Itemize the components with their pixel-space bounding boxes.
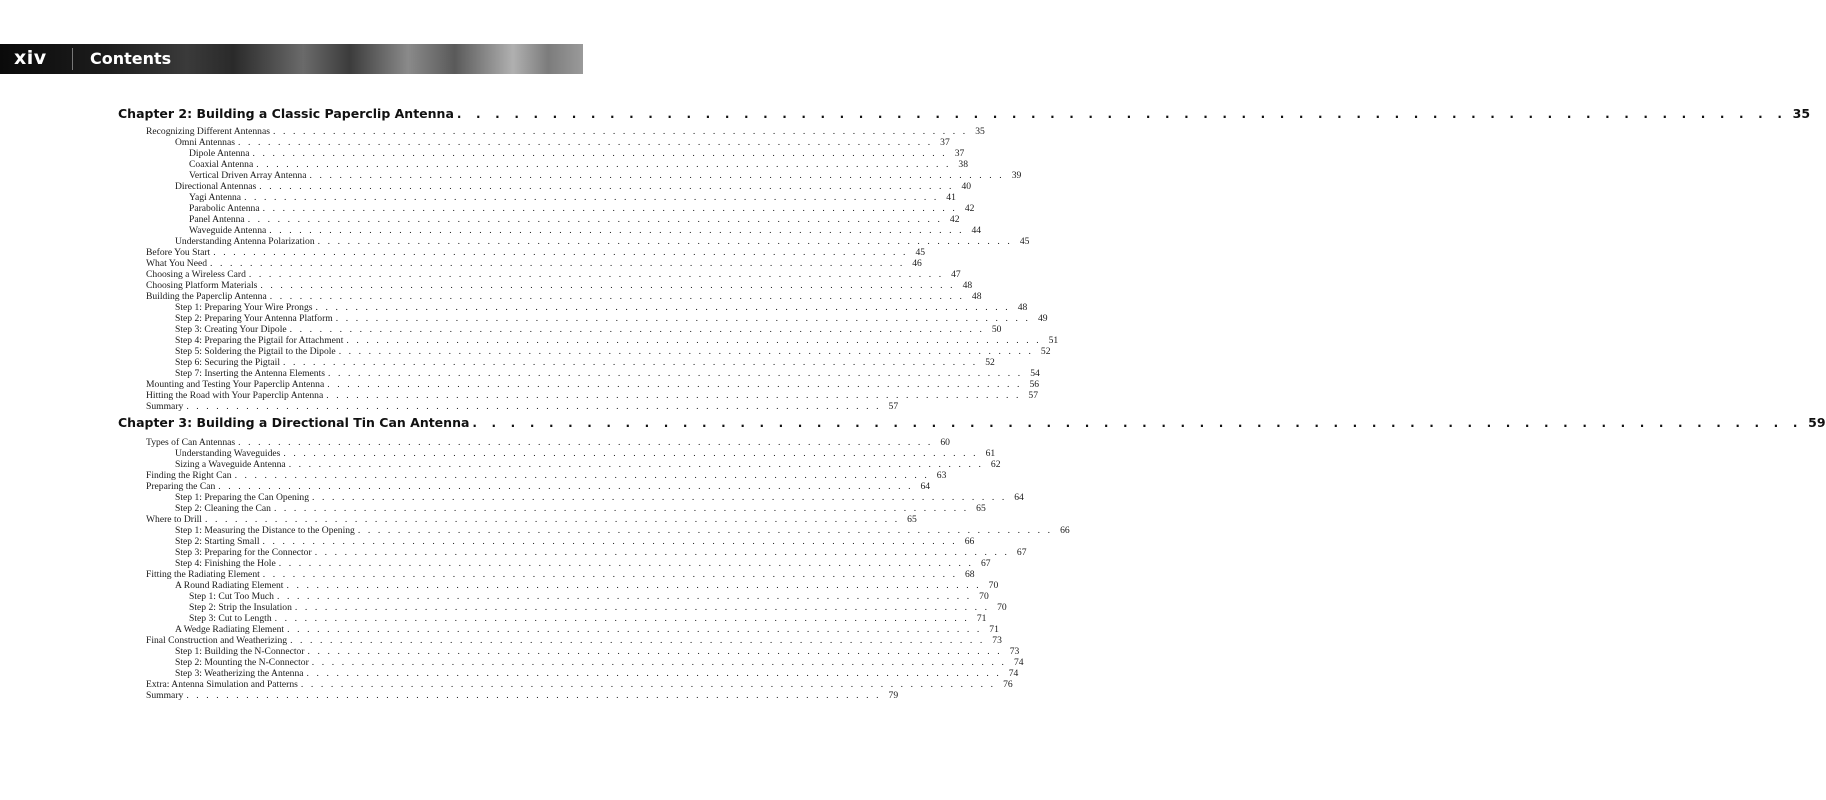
chapter-title: Chapter 2: Building a Classic Paperclip Antenna <box>118 106 454 121</box>
toc-entry[interactable] <box>189 613 987 624</box>
entry-page: 37 <box>954 148 965 159</box>
entry-page: 56 <box>1029 379 1040 390</box>
toc-entry[interactable] <box>146 401 899 412</box>
entry-title: Step 3: Creating Your Dipole <box>175 324 287 335</box>
entry-page: 46 <box>912 258 922 269</box>
dot-leader: . . . . . . . . . . . . . . . . . . . . . . . . . . . . . . . . . . . . . . . . . . . . . . . . . . . . . . . . . . . . . . . . . . . . . . <box>260 280 956 291</box>
entry-title: Types of Can Antennas <box>146 437 236 448</box>
toc-entry[interactable] <box>146 514 917 525</box>
dot-leader: . . . . . . . . . . . . . . . . . . . . . . . . . . . . . . . . . . . . . . . . . . . . . . . . . . . . . . . . . . . . . . . . . . . . . . <box>283 357 978 368</box>
toc-entry[interactable] <box>146 258 922 269</box>
dot-leader: . . . . . . . . . . . . . . . . . . . . . . . . . . . . . . . . . . . . . . . . . . . . . . . . . . . . . . . . . . . . . . . . . . . . . . <box>278 558 974 569</box>
entry-page: 66 <box>1060 525 1070 536</box>
entry-title: Step 2: Starting Small <box>175 536 260 547</box>
toc-entry[interactable] <box>175 335 1059 346</box>
toc-entry[interactable] <box>175 181 972 192</box>
chapter-page: 35 <box>1792 106 1811 121</box>
dot-leader: . . . . . . . . . . . . . . . . . . . . . . . . . . . . . . . . . . . . . . . . . . . . . . . . . . . . . . . . . . . . . . . . . . . . . . <box>472 416 1803 430</box>
entry-title: Step 1: Preparing Your Wire Prongs <box>175 302 313 313</box>
header-divider <box>72 48 73 70</box>
toc-entry[interactable] <box>189 148 965 159</box>
page-number: xiv <box>14 47 47 69</box>
entry-title: Step 2: Preparing Your Antenna Platform <box>175 313 333 324</box>
dot-leader: . . . . . . . . . . . . . . . . . . . . . . . . . . . . . . . . . . . . . . . . . . . . . . . . . . . . . . . . . . . . . . . . . . . . . . <box>326 390 1021 401</box>
entry-title: Where to Drill <box>146 514 202 525</box>
entry-title: Step 1: Cut Too Much <box>189 591 274 602</box>
dot-leader: . . . . . . . . . . . . . . . . . . . . . . . . . . . . . . . . . . . . . . . . . . . . . . . . . . . . . . . . . . . . . . . . . . . . . . <box>357 525 1053 536</box>
entry-page: 64 <box>1014 492 1024 503</box>
entry-page: 60 <box>940 437 950 448</box>
toc-entry[interactable] <box>175 357 995 368</box>
toc-entry[interactable] <box>146 481 931 492</box>
entry-title: Fitting the Radiating Element <box>146 569 260 580</box>
dot-leader: . . . . . . . . . . . . . . . . . . . . . . . . . . . . . . . . . . . . . . . . . . . . . . . . . . . . . . . . . . . . . . . . . . . . . . <box>327 379 1023 390</box>
entry-page: 52 <box>985 357 995 368</box>
dot-leader: . . . . . . . . . . . . . . . . . . . . . . . . . . . . . . . . . . . . . . . . . . . . . . . . . . . . . . . . . . . . . . . . . . . . . . <box>269 225 965 236</box>
toc-entry[interactable] <box>175 657 1024 668</box>
dot-leader: . . . . . . . . . . . . . . . . . . . . . . . . . . . . . . . . . . . . . . . . . . . . . . . . . . . . . . . . . . . . . . . . . . . . . . <box>213 247 909 258</box>
entry-page: 76 <box>1003 679 1013 690</box>
chapter-title: Chapter 3: Building a Directional Tin Can Antenna <box>118 415 470 430</box>
entry-title: Panel Antenna <box>189 214 245 225</box>
entry-page: 70 <box>979 591 989 602</box>
entry-title: Mounting and Testing Your Paperclip Antenna <box>146 379 325 390</box>
dot-leader: . . . . . . . . . . . . . . . . . . . . . . . . . . . . . . . . . . . . . . . . . . . . . . . . . . . . . . . . . . . . . . . . . . . . . . <box>210 258 905 269</box>
entry-title: A Wedge Radiating Element <box>175 624 285 635</box>
chapter-page: 59 <box>1808 415 1826 430</box>
entry-page: 52 <box>1040 346 1051 357</box>
dot-leader: . . . . . . . . . . . . . . . . . . . . . . . . . . . . . . . . . . . . . . . . . . . . . . . . . . . . . . . . . . . . . . . . . . . . . . <box>244 192 939 203</box>
entry-page: 68 <box>964 569 975 580</box>
entry-page: 61 <box>985 448 996 459</box>
entry-title: Summary <box>146 401 184 412</box>
entry-page: 35 <box>975 126 985 137</box>
entry-page: 48 <box>971 291 982 302</box>
dot-leader: . . . . . . . . . . . . . . . . . . . . . . . . . . . . . . . . . . . . . . . . . . . . . . . . . . . . . . . . . . . . . . . . . . . . . . <box>248 269 944 280</box>
dot-leader: . . . . . . . . . . . . . . . . . . . . . . . . . . . . . . . . . . . . . . . . . . . . . . . . . . . . . . . . . . . . . . . . . . . . . . <box>346 335 1042 346</box>
entry-title: Vertical Driven Array Antenna <box>189 170 307 181</box>
entry-title: Finding the Right Can <box>146 470 232 481</box>
entry-page: 38 <box>958 159 969 170</box>
entry-title: Step 2: Mounting the N-Connector <box>175 657 309 668</box>
entry-title: Step 3: Cut to Length <box>189 613 272 624</box>
toc-entry[interactable] <box>146 247 926 258</box>
toc-entry[interactable] <box>189 225 982 236</box>
dot-leader: . . . . . . . . . . . . . . . . . . . . . . . . . . . . . . . . . . . . . . . . . . . . . . . . . . . . . . . . . . . . . . . . . . . . . . <box>315 302 1011 313</box>
toc-entry[interactable] <box>175 448 996 459</box>
entry-page: 57 <box>888 401 899 412</box>
toc-entry[interactable] <box>189 203 975 214</box>
toc-entry[interactable] <box>189 214 960 225</box>
dot-leader: . . . . . . . . . . . . . . . . . . . . . . . . . . . . . . . . . . . . . . . . . . . . . . . . . . . . . . . . . . . . . . . . . . . . . . <box>186 690 882 701</box>
toc-entry[interactable] <box>189 602 1007 613</box>
entry-page: 51 <box>1048 335 1059 346</box>
entry-title: Parabolic Antenna <box>189 203 260 214</box>
toc-entry[interactable] <box>146 679 1013 690</box>
entry-title: Choosing a Wireless Card <box>146 269 246 280</box>
entry-title: Final Construction and Weatherizing <box>146 635 288 646</box>
toc-entry[interactable] <box>146 379 1040 390</box>
entry-title: What You Need <box>146 258 208 269</box>
dot-leader: . . . . . . . . . . . . . . . . . . . . . . . . . . . . . . . . . . . . . . . . . . . . . . . . . . . . . . . . . . . . . . . . . . . . . . <box>252 148 948 159</box>
entry-page: 70 <box>997 602 1007 613</box>
entry-page: 66 <box>964 536 975 547</box>
entry-page: 48 <box>1017 302 1028 313</box>
toc-entry[interactable] <box>175 558 991 569</box>
entry-page: 79 <box>888 690 899 701</box>
entry-title: Recognizing Different Antennas <box>146 126 270 137</box>
dot-leader: . . . . . . . . . . . . . . . . . . . . . . . . . . . . . . . . . . . . . . . . . . . . . . . . . . . . . . . . . . . . . . . . . . . . . . <box>288 459 984 470</box>
toc-entry[interactable] <box>175 525 1070 536</box>
dot-leader: . . . . . . . . . . . . . . . . . . . . . . . . . . . . . . . . . . . . . . . . . . . . . . . . . . . . . . . . . . . . . . . . . . . . . . <box>204 514 900 525</box>
toc-entry[interactable] <box>146 569 975 580</box>
dot-leader: . . . . . . . . . . . . . . . . . . . . . . . . . . . . . . . . . . . . . . . . . . . . . . . . . . . . . . . . . . . . . . . . . . . . . . <box>309 170 1005 181</box>
toc-entry[interactable] <box>175 313 1048 324</box>
entry-page: 67 <box>980 558 991 569</box>
entry-title: Preparing the Can <box>146 481 216 492</box>
dot-leader: . . . . . . . . . . . . . . . . . . . . . . . . . . . . . . . . . . . . . . . . . . . . . . . . . . . . . . . . . . . . . . . . . . . . . . <box>307 646 1003 657</box>
entry-title: Building the Paperclip Antenna <box>146 291 267 302</box>
dot-leader: . . . . . . . . . . . . . . . . . . . . . . . . . . . . . . . . . . . . . . . . . . . . . . . . . . . . . . . . . . . . . . . . . . . . . . <box>314 547 1010 558</box>
entry-page: 74 <box>1013 657 1024 668</box>
toc-entry[interactable] <box>175 503 986 514</box>
entry-page: 40 <box>961 181 972 192</box>
entry-title: Step 3: Preparing for the Connector <box>175 547 312 558</box>
dot-leader: . . . . . . . . . . . . . . . . . . . . . . . . . . . . . . . . . . . . . . . . . . . . . . . . . . . . . . . . . . . . . . . . . . . . . . <box>262 569 958 580</box>
entry-title: Step 1: Measuring the Distance to the Opening <box>175 525 355 536</box>
entry-title: Yagi Antenna <box>189 192 242 203</box>
entry-page: 71 <box>989 624 999 635</box>
toc-entry[interactable] <box>189 170 1022 181</box>
toc-entry[interactable] <box>146 269 961 280</box>
toc-entry[interactable] <box>175 646 1020 657</box>
entry-page: 57 <box>1028 390 1038 401</box>
toc-chapter-2[interactable] <box>118 106 1811 126</box>
entry-title: Dipole Antenna <box>189 148 250 159</box>
entry-title: Understanding Waveguides <box>175 448 281 459</box>
toc-entry[interactable] <box>175 346 1051 357</box>
toc-entry[interactable] <box>175 459 1001 470</box>
dot-leader: . . . . . . . . . . . . . . . . . . . . . . . . . . . . . . . . . . . . . . . . . . . . . . . . . . . . . . . . . . . . . . . . . . . . . . <box>286 580 982 591</box>
entry-page: 62 <box>990 459 1001 470</box>
entry-title: Step 4: Preparing the Pigtail for Attachment <box>175 335 344 346</box>
toc-entry[interactable] <box>189 192 956 203</box>
entry-title: Step 3: Weatherizing the Antenna <box>175 668 304 679</box>
toc-chapter-3[interactable] <box>118 415 1826 435</box>
entry-title: Step 2: Cleaning the Can <box>175 503 271 514</box>
entry-page: 54 <box>1030 368 1040 379</box>
entry-title: Directional Antennas <box>175 181 257 192</box>
toc-entry[interactable] <box>175 368 1040 379</box>
entry-title: Summary <box>146 690 184 701</box>
toc-entry[interactable] <box>175 668 1019 679</box>
toc-entry[interactable] <box>175 580 999 591</box>
dot-leader: . . . . . . . . . . . . . . . . . . . . . . . . . . . . . . . . . . . . . . . . . . . . . . . . . . . . . . . . . . . . . . . . . . . . . . <box>289 324 985 335</box>
dot-leader: . . . . . . . . . . . . . . . . . . . . . . . . . . . . . . . . . . . . . . . . . . . . . . . . . . . . . . . . . . . . . . . . . . . . . . <box>276 591 972 602</box>
toc-entry[interactable] <box>146 690 899 701</box>
toc-entry[interactable] <box>175 302 1028 313</box>
dot-leader: . . . . . . . . . . . . . . . . . . . . . . . . . . . . . . . . . . . . . . . . . . . . . . . . . . . . . . . . . . . . . . . . . . . . . . <box>312 492 1007 503</box>
dot-leader: . . . . . . . . . . . . . . . . . . . . . . . . . . . . . . . . . . . . . . . . . . . . . . . . . . . . . . . . . . . . . . . . . . . . . . <box>290 635 985 646</box>
toc-entry[interactable] <box>146 390 1038 401</box>
entry-page: 39 <box>1011 170 1022 181</box>
entry-page: 65 <box>907 514 917 525</box>
entry-title: Waveguide Antenna <box>189 225 267 236</box>
dot-leader: . . . . . . . . . . . . . . . . . . . . . . . . . . . . . . . . . . . . . . . . . . . . . . . . . . . . . . . . . . . . . . . . . . . . . . <box>300 679 996 690</box>
entry-title: Step 5: Soldering the Pigtail to the Dipole <box>175 346 336 357</box>
toc-entry[interactable] <box>146 291 982 302</box>
toc-entry[interactable] <box>175 624 999 635</box>
toc-entry[interactable] <box>146 280 973 291</box>
entry-page: 73 <box>992 635 1002 646</box>
toc-entry[interactable] <box>146 126 985 137</box>
dot-leader: . . . . . . . . . . . . . . . . . . . . . . . . . . . . . . . . . . . . . . . . . . . . . . . . . . . . . . . . . . . . . . . . . . . . . . <box>338 346 1034 357</box>
entry-page: 67 <box>1016 547 1027 558</box>
entry-title: Choosing Platform Materials <box>146 280 258 291</box>
dot-leader: . . . . . . . . . . . . . . . . . . . . . . . . . . . . . . . . . . . . . . . . . . . . . . . . . . . . . . . . . . . . . . . . . . . . . . <box>272 126 968 137</box>
toc-entry[interactable] <box>146 470 947 481</box>
entry-page: 50 <box>991 324 1002 335</box>
entry-title: Before You Start <box>146 247 211 258</box>
entry-page: 49 <box>1037 313 1048 324</box>
entry-page: 73 <box>1009 646 1020 657</box>
dot-leader: . . . . . . . . . . . . . . . . . . . . . . . . . . . . . . . . . . . . . . . . . . . . . . . . . . . . . . . . . . . . . . . . . . . . . . <box>237 137 933 148</box>
dot-leader: . . . . . . . . . . . . . . . . . . . . . . . . . . . . . . . . . . . . . . . . . . . . . . . . . . . . . . . . . . . . . . . . . . . . . . <box>306 668 1002 679</box>
entry-page: 74 <box>1008 668 1019 679</box>
dot-leader: . . . . . . . . . . . . . . . . . . . . . . . . . . . . . . . . . . . . . . . . . . . . . . . . . . . . . . . . . . . . . . . . . . . . . . <box>238 437 933 448</box>
entry-page: 42 <box>964 203 975 214</box>
entry-title: Hitting the Road with Your Paperclip Antenna <box>146 390 324 401</box>
entry-page: 41 <box>946 192 956 203</box>
toc-entry[interactable] <box>175 492 1024 503</box>
toc-entry[interactable] <box>175 536 975 547</box>
dot-leader: . . . . . . . . . . . . . . . . . . . . . . . . . . . . . . . . . . . . . . . . . . . . . . . . . . . . . . . . . . . . . . . . . . . . . . <box>287 624 982 635</box>
dot-leader: . . . . . . . . . . . . . . . . . . . . . . . . . . . . . . . . . . . . . . . . . . . . . . . . . . . . . . . . . . . . . . . . . . . . . . <box>283 448 979 459</box>
entry-title: Step 1: Preparing the Can Opening <box>175 492 310 503</box>
toc-entry[interactable] <box>146 437 950 448</box>
page-title: Contents <box>90 49 172 68</box>
entry-page: 48 <box>962 280 973 291</box>
running-header <box>0 44 583 74</box>
entry-title: Step 7: Inserting the Antenna Elements <box>175 368 326 379</box>
toc-entry[interactable] <box>175 547 1027 558</box>
toc-entry[interactable] <box>189 159 969 170</box>
dot-leader: . . . . . . . . . . . . . . . . . . . . . . . . . . . . . . . . . . . . . . . . . . . . . . . . . . . . . . . . . . . . . . . . . . . . . . <box>247 214 943 225</box>
entry-title: Step 4: Finishing the Hole <box>175 558 276 569</box>
entry-title: Understanding Antenna Polarization <box>175 236 315 247</box>
toc-entry[interactable] <box>175 236 1030 247</box>
toc-entry[interactable] <box>189 591 989 602</box>
entry-title: Sizing a Waveguide Antenna <box>175 459 286 470</box>
entry-title: A Round Radiating Element <box>175 580 284 591</box>
entry-page: 44 <box>971 225 982 236</box>
entry-page: 47 <box>951 269 961 280</box>
dot-leader: . . . . . . . . . . . . . . . . . . . . . . . . . . . . . . . . . . . . . . . . . . . . . . . . . . . . . . . . . . . . . . . . . . . . . . <box>269 291 965 302</box>
entry-page: 45 <box>1019 236 1030 247</box>
dot-leader: . . . . . . . . . . . . . . . . . . . . . . . . . . . . . . . . . . . . . . . . . . . . . . . . . . . . . . . . . . . . . . . . . . . . . . <box>186 401 882 412</box>
entry-page: 71 <box>976 613 987 624</box>
entry-page: 37 <box>940 137 950 148</box>
entry-title: Step 1: Building the N-Connector <box>175 646 305 657</box>
dot-leader: . . . . . . . . . . . . . . . . . . . . . . . . . . . . . . . . . . . . . . . . . . . . . . . . . . . . . . . . . . . . . . . . . . . . . . <box>262 203 958 214</box>
entry-title: Step 6: Securing the Pigtail <box>175 357 280 368</box>
entry-page: 45 <box>915 247 926 258</box>
dot-leader: . . . . . . . . . . . . . . . . . . . . . . . . . . . . . . . . . . . . . . . . . . . . . . . . . . . . . . . . . . . . . . . . . . . . . . <box>335 313 1031 324</box>
dot-leader: . . . . . . . . . . . . . . . . . . . . . . . . . . . . . . . . . . . . . . . . . . . . . . . . . . . . . . . . . . . . . . . . . . . . . . <box>311 657 1007 668</box>
entry-page: 70 <box>988 580 999 591</box>
entry-page: 63 <box>936 470 947 481</box>
dot-leader: . . . . . . . . . . . . . . . . . . . . . . . . . . . . . . . . . . . . . . . . . . . . . . . . . . . . . . . . . . . . . . . . . . . . . . <box>294 602 990 613</box>
entry-title: Omni Antennas <box>175 137 235 148</box>
dot-leader: . . . . . . . . . . . . . . . . . . . . . . . . . . . . . . . . . . . . . . . . . . . . . . . . . . . . . . . . . . . . . . . . . . . . . . <box>273 503 969 514</box>
dot-leader: . . . . . . . . . . . . . . . . . . . . . . . . . . . . . . . . . . . . . . . . . . . . . . . . . . . . . . . . . . . . . . . . . . . . . . <box>317 236 1013 247</box>
entry-page: 42 <box>949 214 960 225</box>
entry-title: Step 2: Strip the Insulation <box>189 602 292 613</box>
dot-leader: . . . . . . . . . . . . . . . . . . . . . . . . . . . . . . . . . . . . . . . . . . . . . . . . . . . . . . . . . . . . . . . . . . . . . . <box>234 470 930 481</box>
dot-leader: . . . . . . . . . . . . . . . . . . . . . . . . . . . . . . . . . . . . . . . . . . . . . . . . . . . . . . . . . . . . . . . . . . . . . . <box>256 159 952 170</box>
dot-leader: . . . . . . . . . . . . . . . . . . . . . . . . . . . . . . . . . . . . . . . . . . . . . . . . . . . . . . . . . . . . . . . . . . . . . . <box>218 481 914 492</box>
dot-leader: . . . . . . . . . . . . . . . . . . . . . . . . . . . . . . . . . . . . . . . . . . . . . . . . . . . . . . . . . . . . . . . . . . . . . . <box>274 613 970 624</box>
entry-page: 64 <box>920 481 931 492</box>
entry-page: 65 <box>976 503 986 514</box>
dot-leader: . . . . . . . . . . . . . . . . . . . . . . . . . . . . . . . . . . . . . . . . . . . . . . . . . . . . . . . . . . . . . . . . . . . . . . <box>328 368 1023 379</box>
entry-title: Extra: Antenna Simulation and Patterns <box>146 679 298 690</box>
dot-leader: . . . . . . . . . . . . . . . . . . . . . . . . . . . . . . . . . . . . . . . . . . . . . . . . . . . . . . . . . . . . . . . . . . . . . . <box>262 536 958 547</box>
dot-leader: . . . . . . . . . . . . . . . . . . . . . . . . . . . . . . . . . . . . . . . . . . . . . . . . . . . . . . . . . . . . . . . . . . . . . . <box>259 181 955 192</box>
toc-entry[interactable] <box>175 324 1002 335</box>
toc-entry[interactable] <box>146 635 1002 646</box>
toc-entry[interactable] <box>175 137 950 148</box>
dot-leader: . . . . . . . . . . . . . . . . . . . . . . . . . . . . . . . . . . . . . . . . . . . . . . . . . . . . . . . . . . . . . . . . . . . . . . <box>456 107 1788 121</box>
entry-title: Coaxial Antenna <box>189 159 254 170</box>
